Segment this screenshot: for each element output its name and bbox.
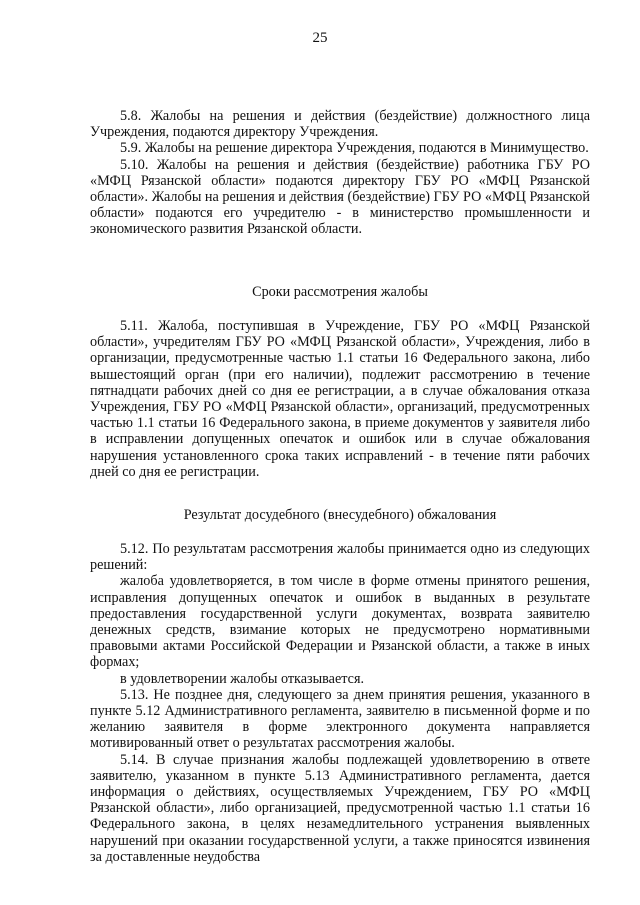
paragraph-5-10: 5.10. Жалобы на решения и действия (бездействие) работника ГБУ РО «МФЦ Рязанской области» подаются директору ГБУ РО «МФЦ Рязанской области». Жалобы на решения и действия (бездействие) ГБУ РО «МФЦ Рязанской области» подаются его учредителю - в министерство промышленности и экономического развития Рязанской области.: [90, 156, 590, 238]
paragraph-5-11: 5.11. Жалоба, поступившая в Учреждение, ГБУ РО «МФЦ Рязанской области», учредителям ГБУ РО «МФЦ Рязанской области», Учреждения, либо в организации, предусмотренные частью 1.1 статьи 16 Федерального закона, либо вышестоящий орган (при его наличии), подлежит рассмотрению в течение пятнадцати рабочих дней со дня ее регистрации, а в случае обжалования отказа Учреждения, ГБУ РО «МФЦ Рязанской области», организаций, предусмотренных частью 1.1 статьи 16 Федерального закона, в приеме документов у заявителя либо в исправлении допущенных опечаток и ошибок или в случае обжалования нарушения установленного срока таких исправлений - в течение пяти рабочих дней со дня ее регистрации.: [90, 318, 590, 480]
section-heading-complaint-terms: Сроки рассмотрения жалобы: [252, 284, 428, 300]
paragraph-5-8: 5.8. Жалобы на решения и действия (бездействие) должностного лица Учреждения, подаются директору Учреждения.: [90, 108, 590, 141]
paragraphs-5-12-to-5-14: [90, 541, 590, 865]
paragraph-5-11-block: [90, 318, 590, 480]
paragraph-5-12-option-refuse: в удовлетворении жалобы отказывается.: [120, 670, 365, 687]
paragraph-5-12-option-satisfy: жалоба удовлетворяется, в том числе в форме отмены принятого решения, исправления допущенных опечаток и ошибок в выданных в результате предоставления государственной услуги документах, возврата заявителю денежных средств, взимание которых не предусмотрено нормативными правовыми актами Российской Федерации и Рязанской области, а также в иных формах;: [90, 573, 590, 671]
paragraph-5-12: 5.12. По результатам рассмотрения жалобы принимается одно из следующих решений:: [90, 541, 590, 574]
paragraphs-5-8-to-5-10: [90, 108, 590, 238]
section-heading-appeal-result: Результат досудебного (внесудебного) обжалования: [183, 507, 497, 523]
paragraph-5-13: 5.13. Не позднее дня, следующего за днем принятия решения, указанного в пункте 5.12 Административного регламента, заявителю в письменной форме и по желанию заявителя в форме электронного документа направляется мотивированный ответ о результатах рассмотрения жалобы.: [90, 686, 590, 752]
page-number: 25: [312, 30, 328, 46]
paragraph-5-9: 5.9. Жалобы на решение директора Учреждения, подаются в Минимущество.: [120, 140, 589, 157]
paragraph-5-14: 5.14. В случае признания жалобы подлежащей удовлетворению в ответе заявителю, указанном в пункте 5.13 Административного регламента, дается информация о действиях, осуществляемых Учреждением, ГБУ РО «МФЦ Рязанской области», либо организацией, предусмотренной частью 1.1 статьи 16 Федерального закона, в целях незамедлительного устранения выявленных нарушений при оказании государственной услуги, а также приносятся извинения за доставленные неудобства: [90, 751, 590, 865]
